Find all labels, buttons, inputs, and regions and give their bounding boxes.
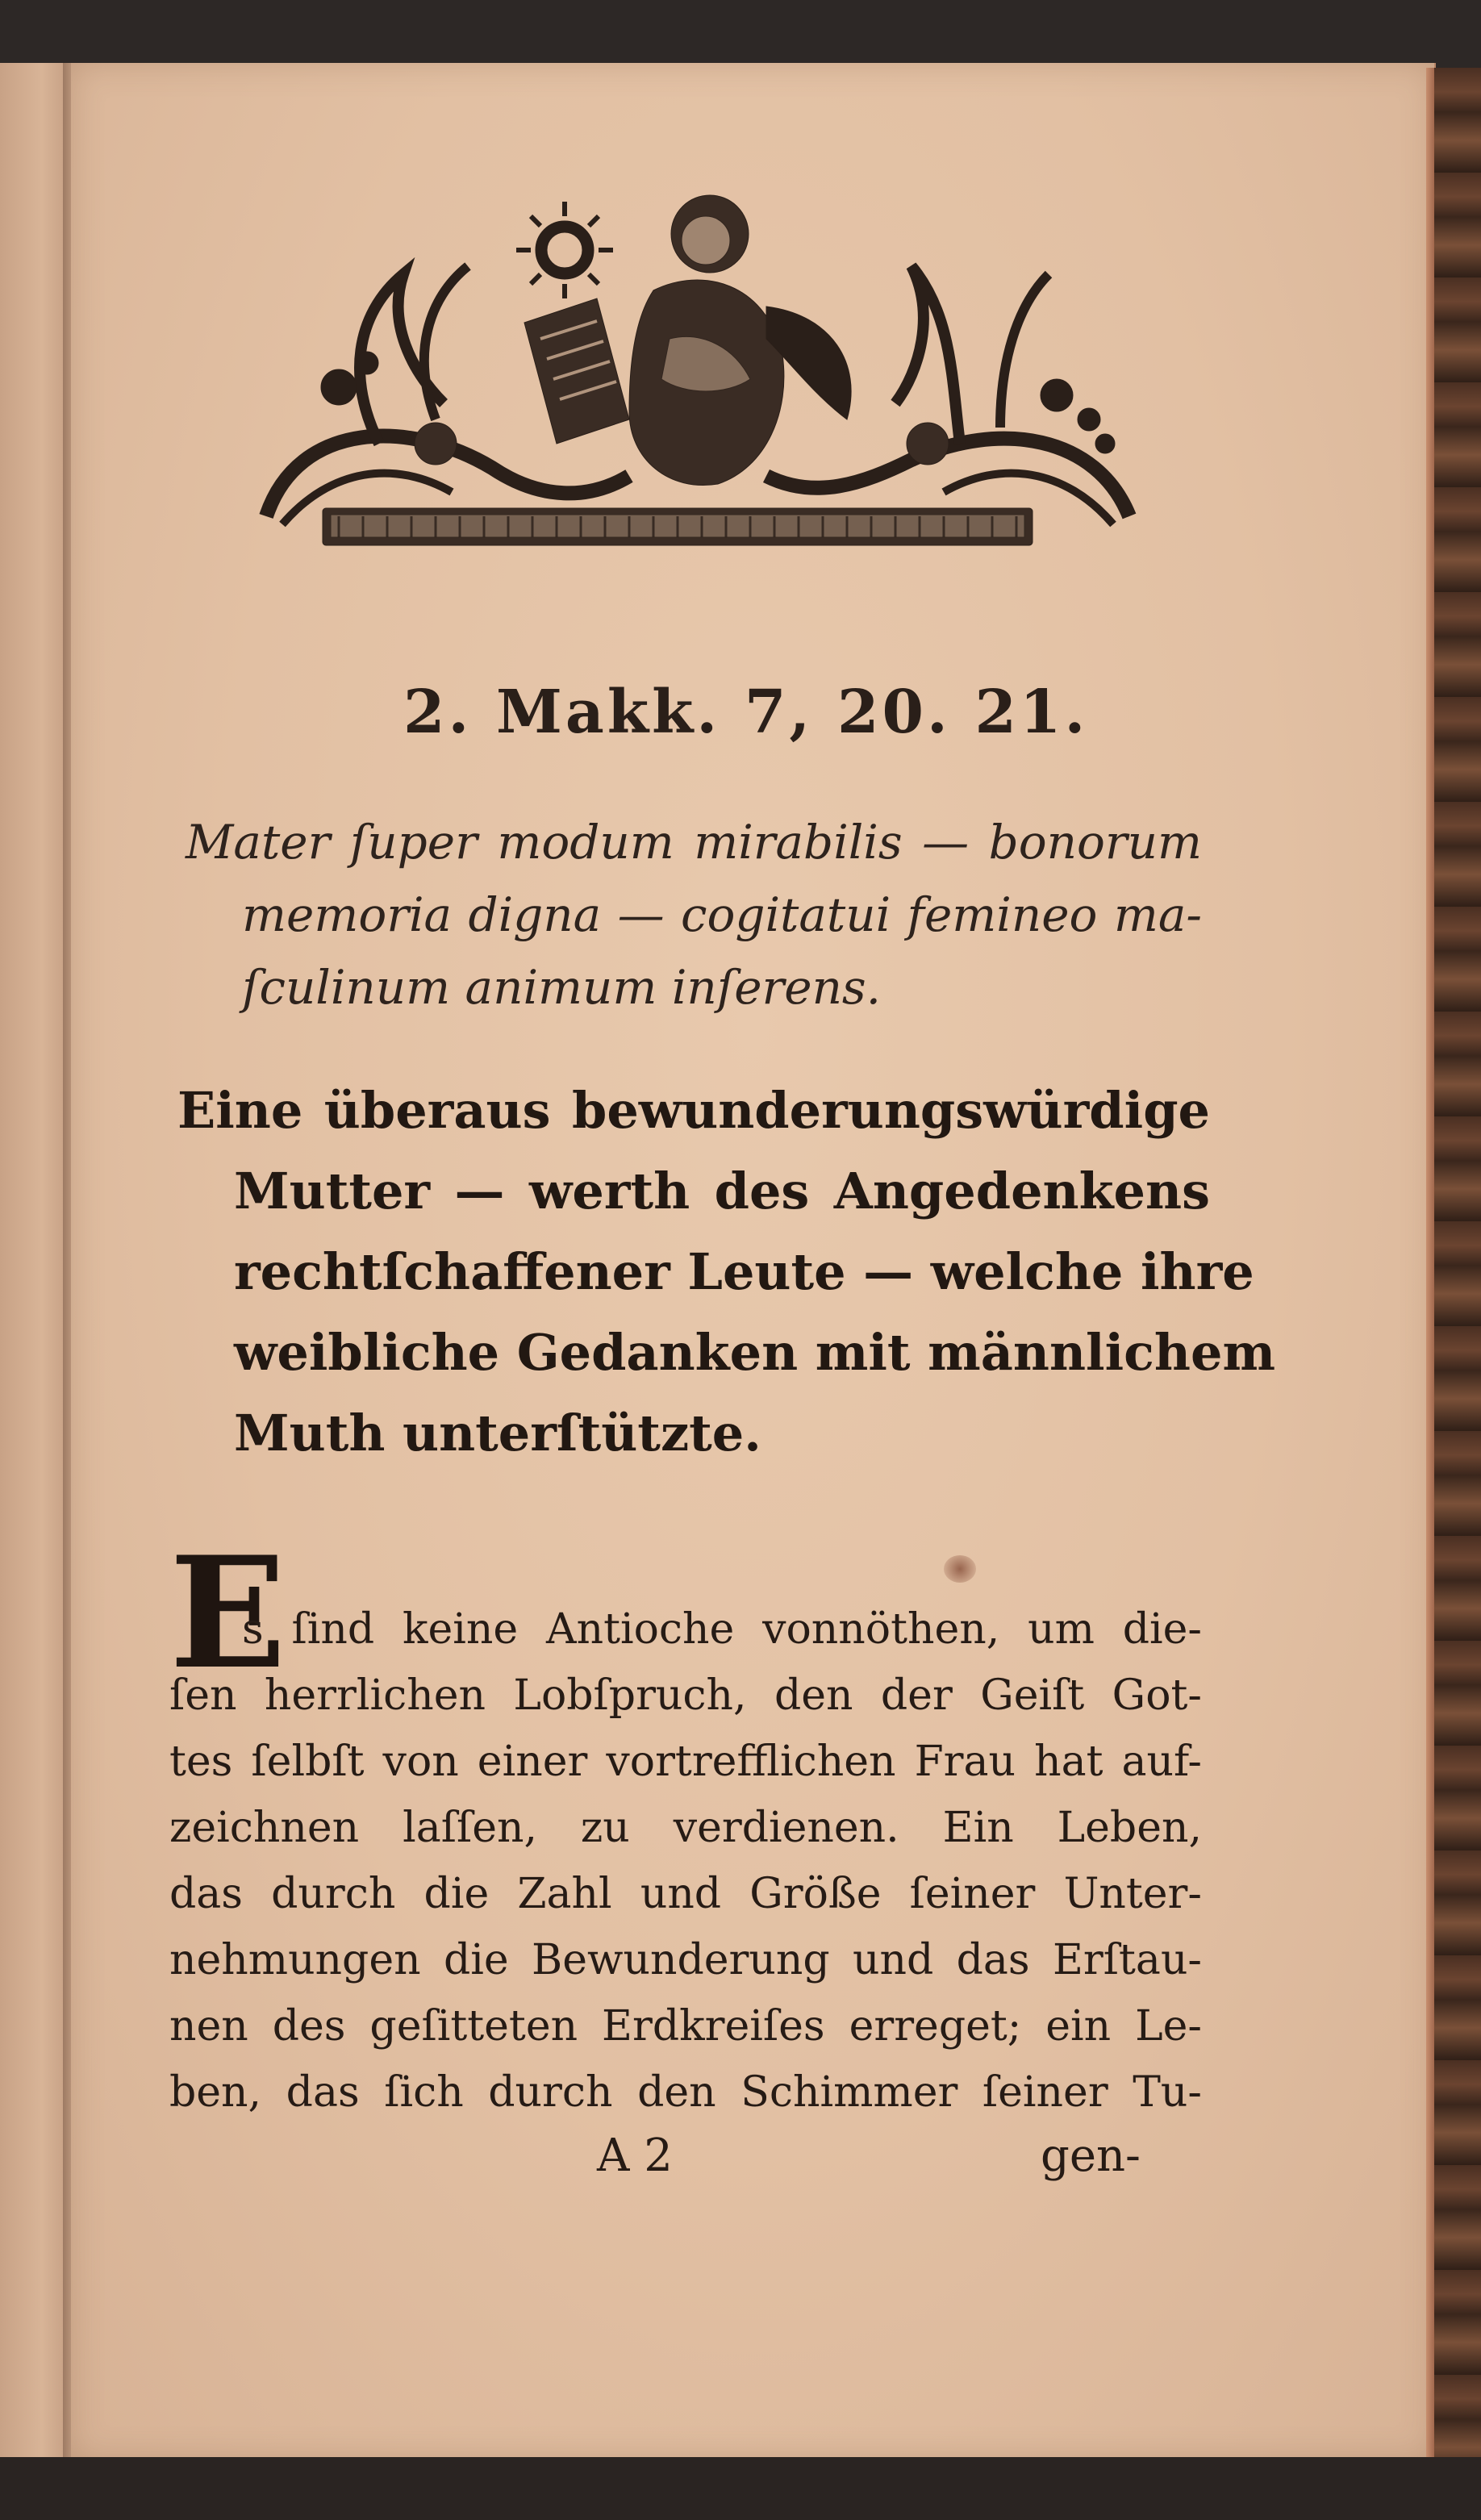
- german-line: [234, 1404, 1266, 1462]
- german-line: [234, 1323, 1276, 1382]
- body-line-1: s ſind keine Antioche vonnöthen, um die-: [242, 1605, 1202, 1654]
- body-line: [169, 2068, 1202, 2117]
- german-line: [234, 1162, 1210, 1220]
- ink-stain: [944, 1555, 976, 1583]
- latin-line-2: memoria digna — cogitatui femineo ma-: [242, 887, 1202, 942]
- body-line: [242, 1605, 1202, 1654]
- german-line-3: rechtſchaffener Leute — welche ihre: [234, 1242, 1254, 1301]
- body-line: [169, 1936, 1202, 1984]
- body-line-4: zeichnen laſſen, zu verdienen. Ein Leben,: [169, 1804, 1202, 1852]
- german-line: [234, 1242, 1254, 1301]
- drop-cap: E: [169, 1523, 286, 1703]
- body-line-6: nehmungen die Bewunderung und das Erſtau-: [169, 1936, 1202, 1984]
- body-line: [169, 1671, 1202, 1720]
- german-line: [177, 1081, 1210, 1140]
- latin-line-1: Mater ſuper modum mirabilis — bonorum: [186, 815, 1202, 870]
- body-line: [169, 1804, 1202, 1852]
- marbled-cover: [1434, 68, 1481, 2460]
- german-line-5: Muth unterſtützte.: [234, 1404, 761, 1462]
- body-line: [169, 1870, 1202, 1918]
- background-bottom: [0, 2457, 1481, 2520]
- left-page-edge: [0, 63, 69, 2463]
- body-line-2: ſen herrlichen Lobſpruch, den der Geiſt Got-: [169, 1671, 1202, 1720]
- catchword: gen-: [1041, 2130, 1141, 2182]
- body-line-5: das durch die Zahl und Größe ſeiner Unter-: [169, 1870, 1202, 1918]
- headpiece-ornament-icon: [250, 177, 1145, 557]
- latin-line-3: ſculinum animum inſerens.: [242, 960, 882, 1015]
- latin-epigraph-line: [242, 887, 1202, 942]
- german-line-2: Mutter — werth des Angedenkens: [234, 1162, 1210, 1220]
- body-line-3: tes ſelbſt von einer vortrefflichen Frau hat auf-: [169, 1738, 1202, 1786]
- german-line-1: Eine überaus bewunderungswürdige: [177, 1081, 1210, 1140]
- signature-mark: A 2: [597, 2130, 673, 2182]
- body-line-8: ben, das ſich durch den Schimmer ſeiner Tu-: [169, 2068, 1202, 2117]
- latin-epigraph-line: [242, 960, 1258, 1015]
- scripture-reference: 2. Makk. 7, 20. 21.: [403, 678, 1089, 747]
- german-line-4: weibliche Gedanken mit männlichem: [234, 1323, 1276, 1382]
- body-line: [169, 1738, 1202, 1786]
- body-line: [169, 2002, 1202, 2051]
- body-line-7: nen des geſitteten Erdkreiſes erreget; ein Le-: [169, 2002, 1202, 2051]
- background-top: [0, 0, 1481, 68]
- latin-epigraph-line: [186, 815, 1202, 870]
